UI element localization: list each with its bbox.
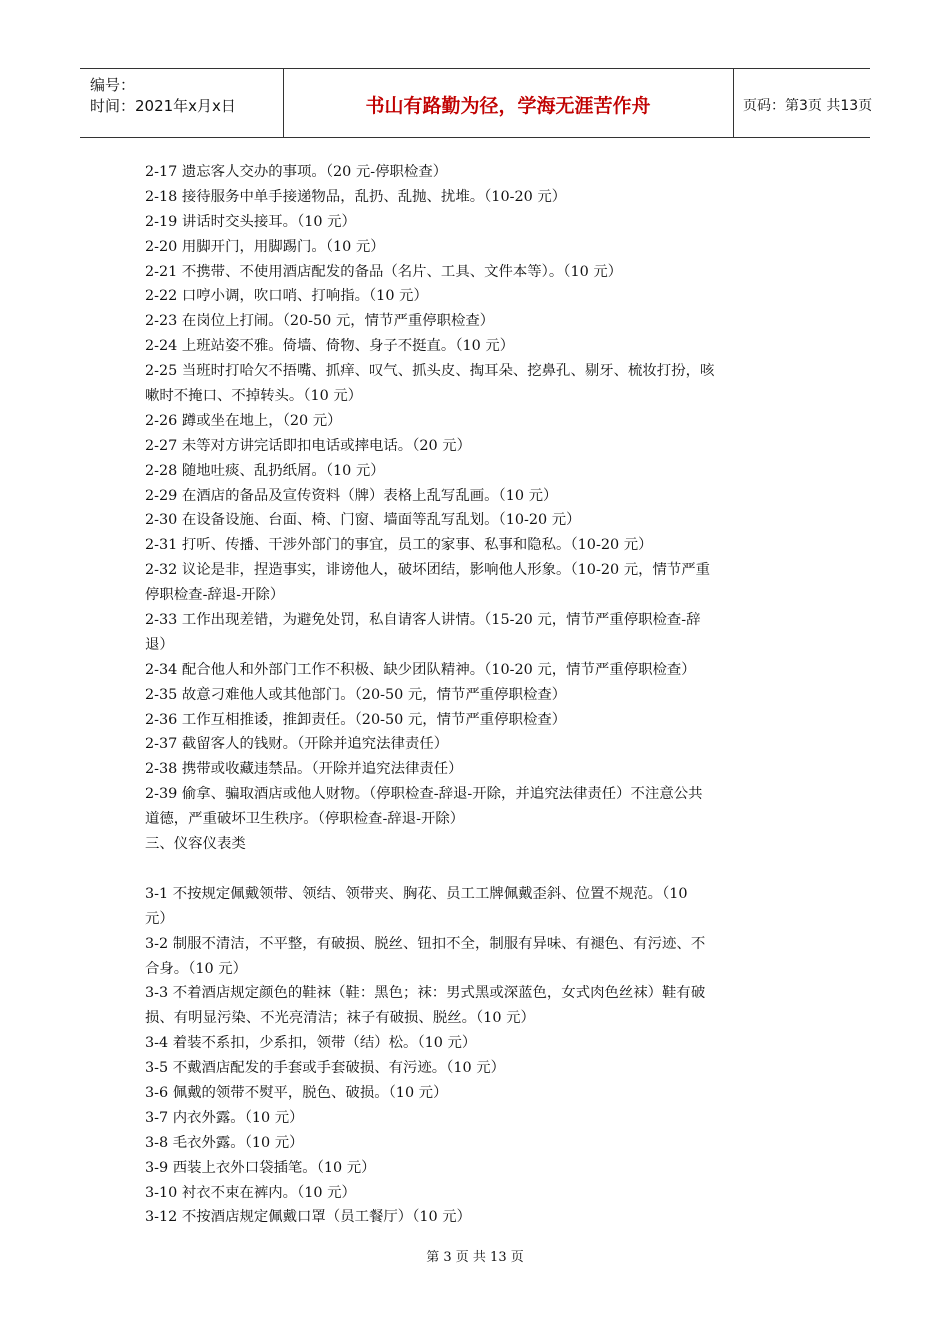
page-footer: 第 3 页 共 13 页 xyxy=(426,1250,524,1265)
text-line: 2-28 随地吐痰、乱扔纸屑。（10 元） xyxy=(145,462,385,479)
text-line: 三、仪容仪表类 xyxy=(145,836,246,853)
header-page-cell xyxy=(733,69,873,137)
document-body xyxy=(145,160,810,1230)
text-line: 3-8 毛衣外露。（10 元） xyxy=(145,1134,304,1151)
text-line: 3-2 制服不清洁，不平整，有破损、脱丝、钮扣不全，制服有异味、有褪色、有污迹、不 xyxy=(145,935,706,952)
text-line: 3-9 西装上衣外口袋插笔。（10 元） xyxy=(145,1159,376,1176)
text-line: 2-35 故意刁难他人或其他部门。（20-50 元，情节严重停职检查） xyxy=(145,686,567,703)
code-label: 编号： xyxy=(90,76,136,94)
text-line: 2-25 当班时打哈欠不捂嘴、抓痒、叹气、抓头皮、掏耳朵、挖鼻孔、剔牙、梳妆打扮，咳 xyxy=(145,363,715,380)
text-line: 2-18 接待服务中单手接递物品，乱扔、乱抛、扰堆。（10-20 元） xyxy=(145,188,567,205)
text-line: 3-1 不按规定佩戴领带、领结、领带夹、胸花、员工工牌佩戴歪斜、位置不规范。（10 xyxy=(145,885,688,902)
text-line: 3-6 佩戴的领带不熨平，脱色、破损。（10 元） xyxy=(145,1084,448,1101)
text-line: 3-5 不戴酒店配发的手套或手套破损、有污迹。（10 元） xyxy=(145,1060,506,1077)
text-line: 2-32 议论是非，捏造事实，诽谤他人，破坏团结，影响他人形象。（10-20 元，情节严重 xyxy=(145,562,711,579)
text-line: 2-17 遗忘客人交办的事项。（20 元-停职检查） xyxy=(145,164,448,180)
text-line: 3-4 着装不系扣，少系扣，领带（结）松。（10 元） xyxy=(145,1035,477,1052)
time-label: 时间：2021年x月x日 xyxy=(90,97,236,115)
text-line: 3-3 不着酒店规定颜色的鞋袜（鞋：黑色；袜：男式黑或深蓝色，女式肉色丝袜）鞋有破 xyxy=(145,985,706,1002)
page-header xyxy=(80,68,873,138)
text-line: 合身。（10 元） xyxy=(145,960,248,977)
text-line: 2-20 用脚开门，用脚踢门。（10 元） xyxy=(145,238,385,255)
text-line: 2-38 携带或收藏违禁品。（开除并追究法律责任） xyxy=(145,761,463,778)
text-line: 2-39 偷拿、骗取酒店或他人财物。（停职检查-辞退-开除，并追究法律责任）不注意公共 xyxy=(145,786,703,803)
text-line: 嗽时不掩口、不掉转头。（10 元） xyxy=(145,388,363,405)
text-line: 2-36 工作互相推诿，推卸责任。（20-50 元，情节严重停职检查） xyxy=(145,711,567,728)
text-line: 2-24 上班站姿不雅。倚墙、倚物、身子不挺直。（10 元） xyxy=(145,338,515,355)
text-line: 3-10 衬衣不束在裤内。（10 元） xyxy=(145,1184,356,1201)
text-line: 损、有明显污染、不光亮清洁；袜子有破损、脱丝。（10 元） xyxy=(145,1010,535,1027)
text-line: 2-26 蹲或坐在地上，（20 元） xyxy=(145,412,342,429)
text-line: 2-21 不携带、不使用酒店配发的备品（名片、工具、文件本等）。（10 元） xyxy=(145,263,623,280)
text-line: 道德，严重破坏卫生秩序。（停职检查-辞退-开除） xyxy=(145,811,465,828)
text-line: 停职检查-辞退-开除） xyxy=(145,587,285,604)
text-line: 2-31 打听、传播、干涉外部门的事宜，员工的家事、私事和隐私。（10-20 元） xyxy=(145,537,653,554)
blank-line xyxy=(145,857,810,882)
text-line: 3-12 不按酒店规定佩戴口罩（员工餐厅）（10 元） xyxy=(145,1209,472,1226)
text-line: 2-30 在设备设施、台面、椅、门窗、墙面等乱写乱划。（10-20 元） xyxy=(145,512,581,529)
text-line: 2-23 在岗位上打闹。（20-50 元，情节严重停职检查） xyxy=(145,313,495,330)
text-line: 2-27 未等对方讲完话即扣电话或摔电话。（20 元） xyxy=(145,437,472,454)
header-info-cell xyxy=(80,69,284,137)
page-code: 页码：第3页 共13页 xyxy=(743,98,873,114)
motto: 书山有路勤为径，学海无涯苦作舟 xyxy=(365,95,651,117)
text-line: 2-34 配合他人和外部门工作不积极、缺少团队精神。（10-20 元，情节严重停职检查） xyxy=(145,661,696,678)
text-line: 2-19 讲话时交头接耳。（10 元） xyxy=(145,213,356,230)
text-line: 元） xyxy=(145,910,174,927)
text-line: 2-33 工作出现差错，为避免处罚，私自请客人讲情。（15-20 元，情节严重停职检查-辞 xyxy=(145,612,701,629)
text-line: 2-22 口哼小调，吹口哨、打响指。（10 元） xyxy=(145,288,428,305)
text-line: 2-37 截留客人的钱财。（开除并追究法律责任） xyxy=(145,736,449,753)
text-line: 2-29 在酒店的备品及宣传资料（牌）表格上乱写乱画。（10 元） xyxy=(145,487,558,504)
header-motto-cell xyxy=(283,69,734,137)
text-line: 3-7 内衣外露。（10 元） xyxy=(145,1109,304,1126)
text-line: 退） xyxy=(145,636,174,653)
